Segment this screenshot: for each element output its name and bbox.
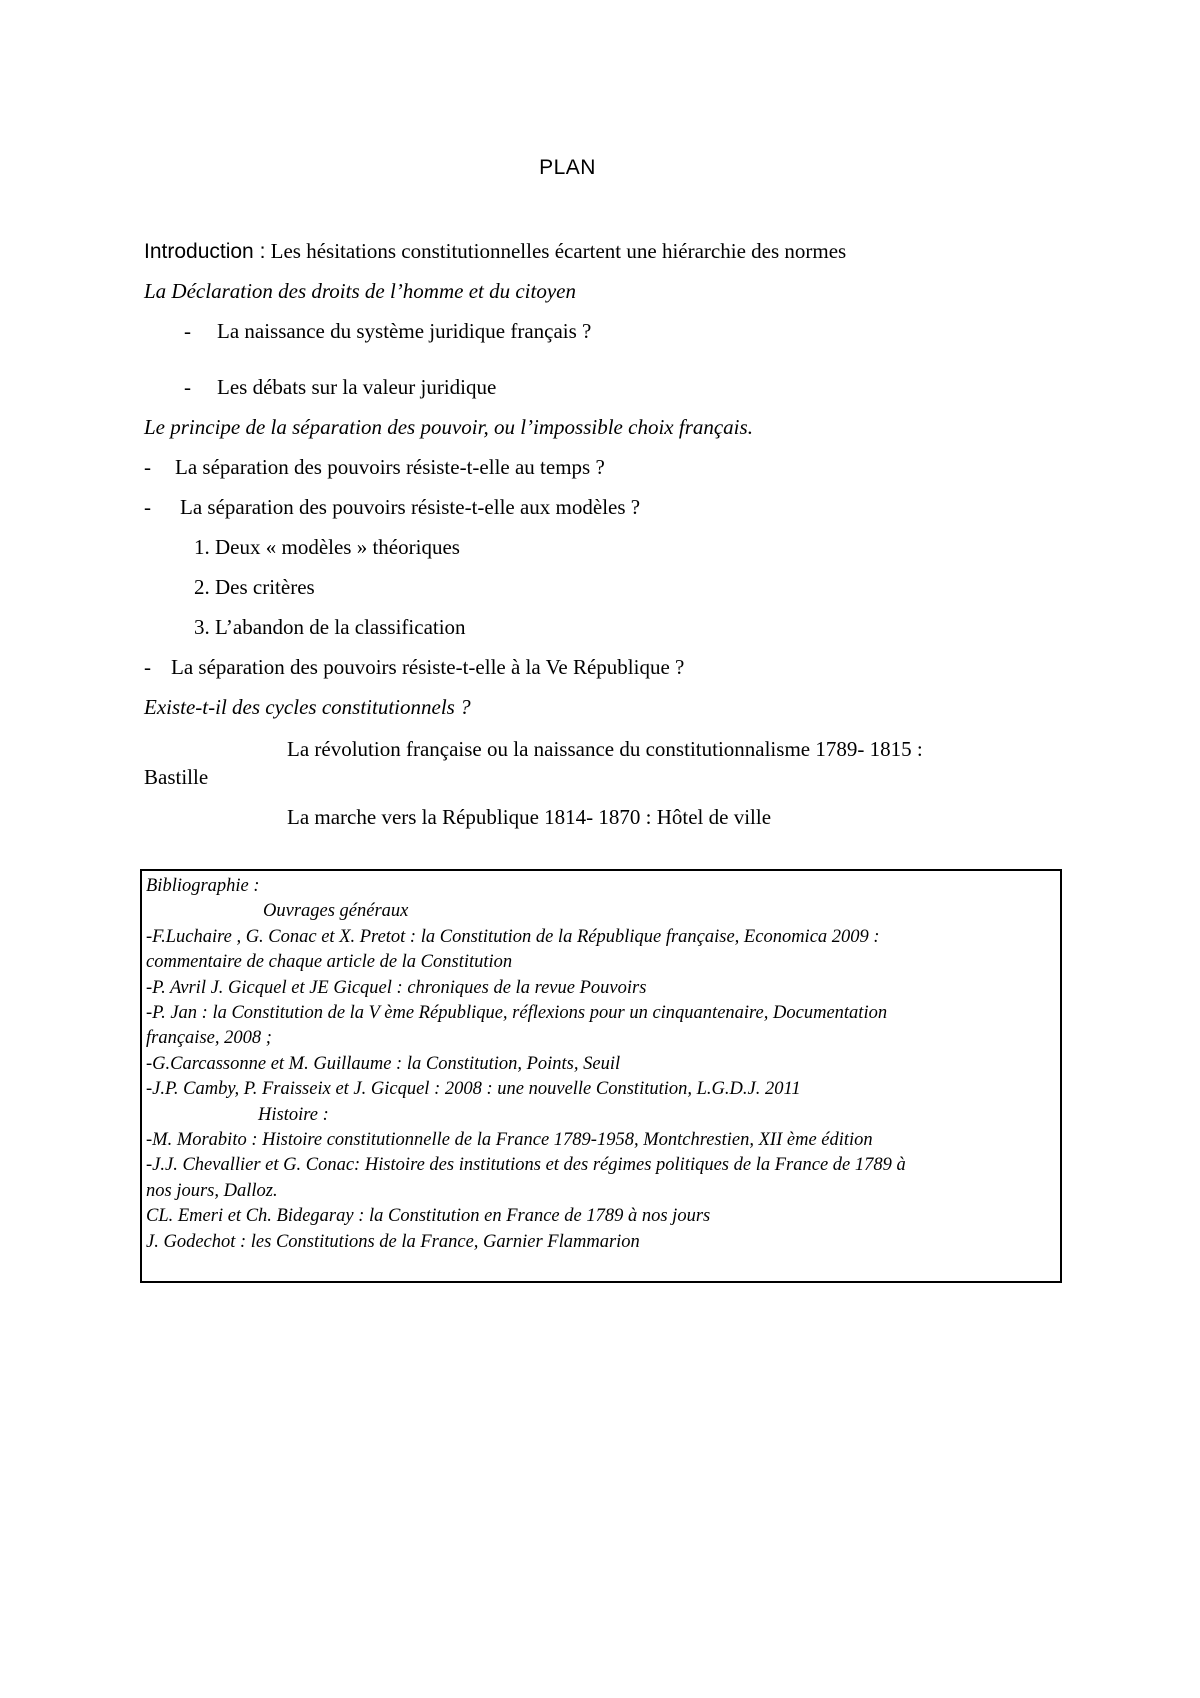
bibliography-box [140, 869, 1062, 1283]
section1-heading: La Déclaration des droits de l’homme et du citoyen [144, 279, 576, 303]
dash-marker: - [184, 319, 191, 343]
section2-item-2 [144, 494, 640, 520]
bibliography-entry: CL. Emeri et Ch. Bidegaray : la Constitution en France de 1789 à nos jours [146, 1206, 711, 1227]
item-text: La naissance du système juridique français ? [217, 319, 592, 343]
section2-subitem-2: 2. Des critères [194, 575, 315, 599]
item-text: La séparation des pouvoirs résiste-t-elle au temps ? [175, 455, 605, 479]
bibliography-entry: -P. Jan : la Constitution de la V ème République, réflexions pour un cinquantenaire, Documentation [146, 1003, 888, 1024]
bibliography-entry: nos jours, Dalloz. [146, 1180, 278, 1201]
bibliography-entry: -M. Morabito : Histoire constitutionnelle de la France 1789-1958, Montchrestien, XII ème édition [146, 1130, 873, 1151]
section1-item-1 [184, 318, 591, 344]
item-text: Les débats sur la valeur juridique [217, 375, 497, 399]
bibliography-heading: Bibliographie : [146, 876, 260, 896]
dash-marker: - [144, 655, 151, 679]
bibliography-entry: -J.P. Camby, P. Fraisseix et J. Gicquel : 2008 : une nouvelle Constitution, L.G.D.J. 2011 [146, 1079, 801, 1100]
section2-item-3 [144, 654, 684, 680]
bibliography-entry: -P. Avril J. Gicquel et JE Gicquel : chroniques de la revue Pouvoirs [146, 977, 647, 998]
introduction-text: Les hésitations constitutionnelles écartent une hiérarchie des normes [270, 239, 847, 263]
section2-item-1 [144, 454, 605, 480]
item-text: La séparation des pouvoirs résiste-t-elle aux modèles ? [180, 495, 641, 519]
introduction-line [144, 238, 846, 265]
bibliography-entry: -G.Carcassonne et M. Guillaume : la Constitution, Points, Seuil [146, 1053, 621, 1074]
bibliography-subheading-history: Histoire : [258, 1104, 329, 1125]
bibliography-entry: -F.Luchaire , G. Conac et X. Pretot : la Constitution de la République française, Economica 2009 : [146, 926, 880, 947]
section1-item-2 [184, 374, 496, 400]
page-title: PLAN [539, 156, 596, 179]
dash-marker: - [184, 375, 191, 399]
section3-line-2: La marche vers la République 1814- 1870 : Hôtel de ville [287, 805, 772, 829]
bibliography-subheading-general: Ouvrages généraux [263, 901, 409, 922]
section3-heading: Existe-t-il des cycles constitutionnels ? [144, 695, 471, 719]
section2-heading: Le principe de la séparation des pouvoir, ou l’impossible choix français. [144, 415, 753, 439]
bibliography-entry: commentaire de chaque article de la Constitution [146, 952, 513, 973]
section2-subitem-1: 1. Deux « modèles » théoriques [194, 535, 460, 559]
section3-line-1: La révolution française ou la naissance du constitutionnalisme 1789- 1815 : [287, 737, 923, 761]
bibliography-entry: -J.J. Chevallier et G. Conac: Histoire des institutions et des régimes politiques de la France de 1789 à [146, 1155, 906, 1176]
section3-line-1-continued: Bastille [144, 765, 209, 789]
section2-subitem-3: 3. L’abandon de la classification [194, 615, 466, 639]
bibliography-entry: J. Godechot : les Constitutions de la France, Garnier Flammarion [146, 1231, 640, 1252]
bibliography-entry: française, 2008 ; [146, 1028, 272, 1049]
dash-marker: - [144, 495, 151, 519]
dash-marker: - [144, 455, 151, 479]
item-text: La séparation des pouvoirs résiste-t-elle à la Ve République ? [171, 655, 685, 679]
introduction-label: Introduction : [144, 240, 266, 263]
